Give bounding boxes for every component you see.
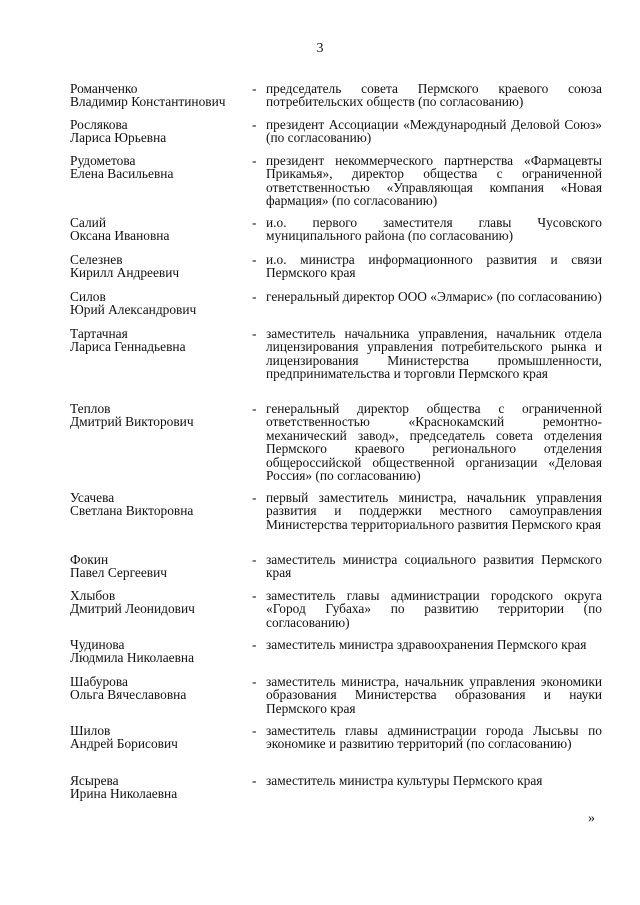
separator-dash: -	[252, 252, 257, 267]
member-name: Тартачная Лариса Геннадьевна	[70, 326, 186, 355]
separator-dash: -	[252, 117, 257, 132]
separator-dash: -	[252, 490, 257, 505]
member-position: президент некоммерческого партнерства «Фармацевты Прикамья», директор общества с ограниченной ответственностью «Управляющая компания «Новая фармация» (по согласованию)	[266, 153, 602, 209]
member-position: президент Ассоциации «Международный Деловой Союз» (по согласованию)	[266, 117, 602, 146]
separator-dash: -	[252, 326, 257, 341]
member-position: первый заместитель министра, начальник управления развития и поддержки местного самоуправления Министерства территориального развития Пермского края	[266, 490, 602, 532]
member-position: заместитель начальника управления, начальник отдела лицензирования управления потребительского рынка и лицензирования Министерства промышленности, предпринимательства и торговли Пермского края	[266, 326, 602, 382]
member-name: Чудинова Людмила Николаевна	[70, 637, 195, 666]
separator-dash: -	[252, 81, 257, 96]
member-position: заместитель главы администрации города Лысьвы по экономике и развитию территорий (по согласованию)	[266, 723, 602, 752]
member-position: генеральный директор общества с ограниченной ответственностью «Краснокамский ремонтно-механический завод», председатель совета отделения Пермского краевого регионального отделения общероссийской общественной организации «Деловая Россия» (по согласованию)	[266, 401, 602, 484]
member-name: Селезнев Кирилл Андреевич	[70, 252, 180, 281]
member-name: Рудометова Елена Васильевна	[70, 153, 174, 182]
separator-dash: -	[252, 401, 257, 416]
member-name: Усачева Светлана Викторовна	[70, 490, 194, 519]
member-name: Ясырева Ирина Николаевна	[70, 773, 178, 802]
member-position: и.о. первого заместителя главы Чусовского муниципального района (по согласованию)	[266, 215, 602, 244]
member-name: Романченко Владимир Константинович	[70, 81, 226, 110]
separator-dash: -	[252, 674, 257, 689]
member-name: Салий Оксана Ивановна	[70, 215, 170, 244]
member-name: Хлыбов Дмитрий Леонидович	[70, 588, 195, 617]
member-position: председатель совета Пермского краевого союза потребительских обществ (по согласованию)	[266, 81, 602, 110]
member-position: и.о. министра информационного развития и связи Пермского края	[266, 252, 602, 281]
member-position: заместитель министра, начальник управления экономики образования Министерства образования и науки Пермского края	[266, 674, 602, 716]
page-number: 3	[316, 41, 324, 56]
member-name: Силов Юрий Александрович	[70, 289, 197, 318]
member-name: Шабурова Ольга Вячеславовна	[70, 674, 187, 703]
member-position: заместитель министра здравоохранения Пермского края	[266, 637, 587, 652]
member-position: генеральный директор ООО «Элмарис» (по согласованию)	[266, 289, 602, 304]
separator-dash: -	[252, 773, 257, 788]
separator-dash: -	[252, 723, 257, 738]
separator-dash: -	[252, 153, 257, 168]
separator-dash: -	[252, 552, 257, 567]
member-position: заместитель главы администрации городского округа «Город Губаха» по развитию территории (по согласованию)	[266, 588, 602, 630]
member-position: заместитель министра социального развития Пермского края	[266, 552, 602, 581]
separator-dash: -	[252, 215, 257, 230]
closing-quote: »	[588, 811, 595, 826]
member-name: Теплов Дмитрий Викторович	[70, 401, 194, 430]
separator-dash: -	[252, 289, 257, 304]
separator-dash: -	[252, 637, 257, 652]
member-position: заместитель министра культуры Пермского края	[266, 773, 543, 788]
member-name: Шилов Андрей Борисович	[70, 723, 178, 752]
member-name: Рослякова Лариса Юрьевна	[70, 117, 167, 146]
member-name: Фокин Павел Сергеевич	[70, 552, 167, 581]
separator-dash: -	[252, 588, 257, 603]
